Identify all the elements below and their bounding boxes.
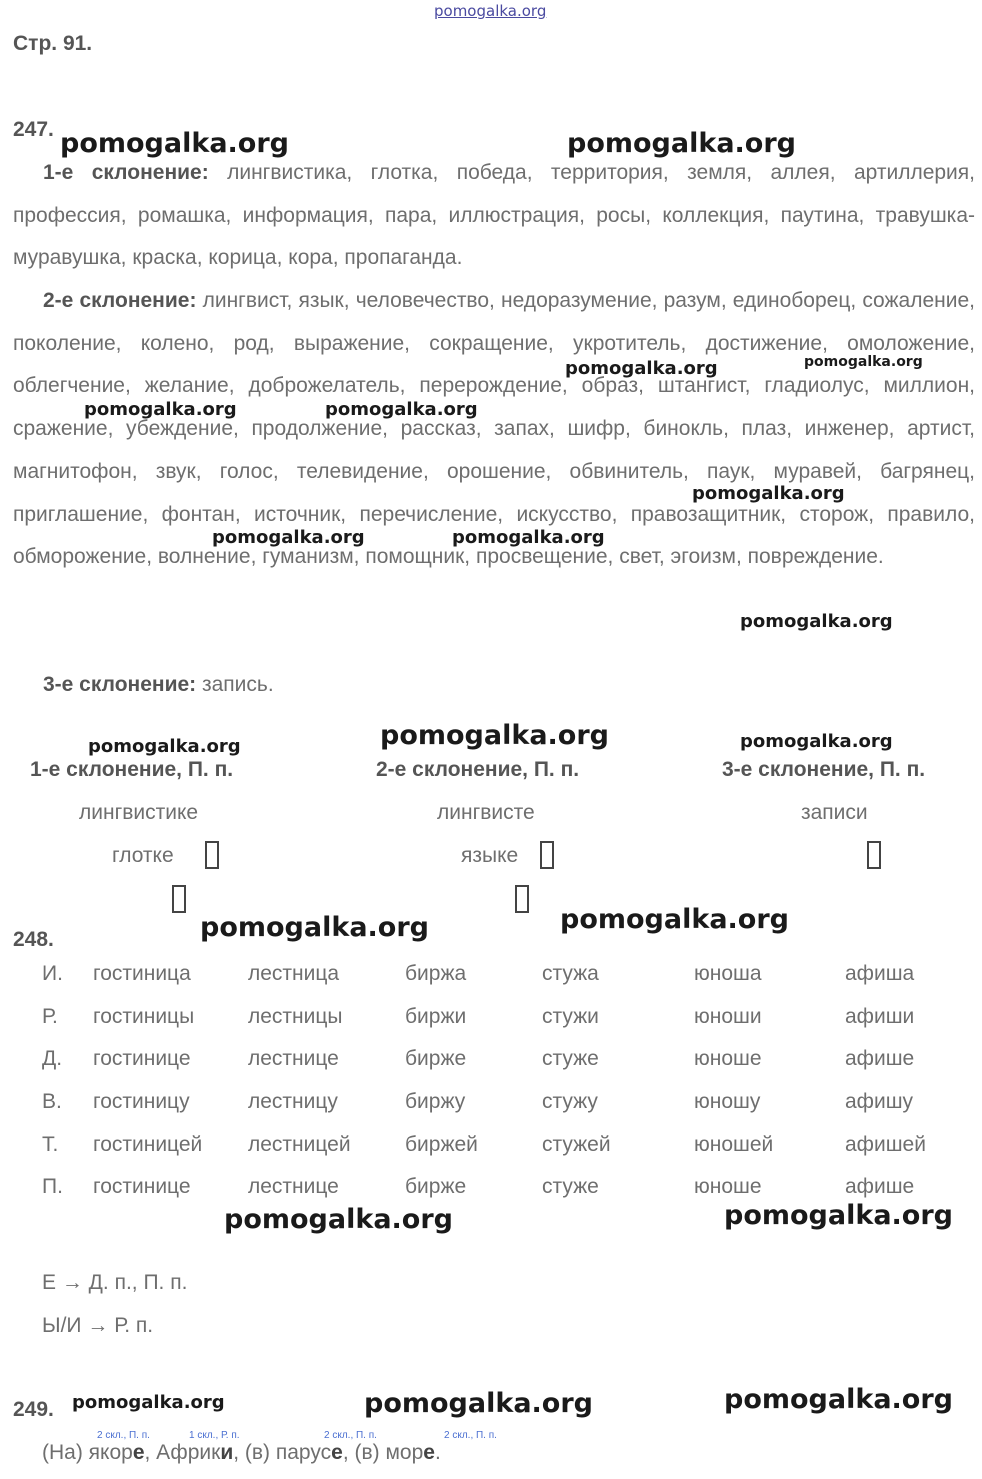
exercise-247-number: 247. (13, 118, 54, 141)
table-cell: афише (845, 1175, 915, 1198)
sentence-part: , (в) парус (233, 1441, 332, 1464)
sentence-part: (На) якор (42, 1441, 133, 1464)
sentence-part: . (434, 1441, 441, 1464)
case-label: П. (42, 1175, 63, 1198)
missing-glyph-box (515, 885, 529, 913)
table-cell: стужи (542, 1005, 599, 1028)
table-cell: бирже (405, 1047, 467, 1070)
case-label: Т. (42, 1133, 59, 1156)
col3-header: 3-е склонение, П. п. (722, 758, 926, 781)
missing-glyph-box (867, 841, 881, 869)
sentence-part: , (в) мор (342, 1441, 424, 1464)
declension-1-paragraph (13, 152, 975, 280)
rule-e: Е → Д. п., П. п. (42, 1271, 188, 1294)
table-cell: гостинице (93, 1175, 191, 1198)
declension-2-words: лингвист, язык, человечество, недоразумение, разум, единоборец, сожаление, поколение, колено, род, выражение, сокращение, укротитель, достижение, омоложение, облегчение, желание, доброжелатель, перерождение, образ, штангист, гладиолус, миллион, сражение, убеждение, продолжение, рассказ, запах, шифр, бинокль, плаз, инженер, артист, магнитофон, звук, голос, телевидение, орошение, обвинитель, паук, муравей, багрянец, приглашение, фонтан, источник, перечисление, искусство, правозащитник, сторож, правило, обморожение, волнение, гуманизм, помощник, просвещение, свет, эгоизм, повреждение. (13, 289, 976, 569)
table-cell: гостиница (93, 962, 191, 985)
table-cell: гостиницы (93, 1005, 195, 1028)
ending-highlight: е (423, 1441, 435, 1464)
table-cell: биржу (405, 1090, 466, 1113)
declension-1-words: лингвистика, глотка, победа, территория, земля, аллея, артиллерия, профессия, ромашка, информация, пара, иллюстрация, росы, коллекция, паутина, травушка-муравушка, краска, корица, кора, пропаганда. (13, 161, 975, 270)
watermark: pomogalka.org (325, 399, 478, 420)
watermark: pomogalka.org (200, 912, 429, 943)
table-cell: юношей (694, 1133, 774, 1156)
table-cell: биржей (405, 1133, 478, 1156)
watermark: pomogalka.org (804, 354, 923, 370)
table-cell: юноше (694, 1175, 762, 1198)
exercise-249-number: 249. (13, 1398, 54, 1421)
watermark: pomogalka.org (560, 904, 789, 935)
top-watermark[interactable]: pomogalka.org (434, 2, 547, 20)
case-label: И. (42, 962, 63, 985)
rule-y-i: Ы/И → Р. п. (42, 1314, 154, 1337)
col1-item: лингвистике (79, 801, 199, 824)
table-cell: стужа (542, 962, 599, 985)
watermark: pomogalka.org (692, 483, 845, 504)
table-cell: юноша (694, 962, 762, 985)
table-cell: гостиницей (93, 1133, 203, 1156)
table-cell: афишей (845, 1133, 926, 1156)
col1-item: глотке (112, 844, 174, 867)
ending-highlight: и (220, 1441, 234, 1464)
table-cell: лестнице (248, 1047, 339, 1070)
grammar-annotation: 1 скл., Р. п. (189, 1430, 240, 1441)
table-cell: афишу (845, 1090, 914, 1113)
table-cell: лестнице (248, 1175, 339, 1198)
table-cell: лестницей (248, 1133, 351, 1156)
case-label: В. (42, 1090, 62, 1113)
col2-item: лингвисте (437, 801, 535, 824)
exercise-249-sentence (42, 1441, 441, 1465)
table-cell: стуже (542, 1175, 599, 1198)
table-cell: афиша (845, 962, 915, 985)
table-cell: лестницы (248, 1005, 343, 1028)
watermark: pomogalka.org (212, 527, 365, 548)
declension-3-label: 3-е склонение: (43, 673, 197, 696)
col2-header: 2-е склонение, П. п. (376, 758, 580, 781)
ending-highlight: е (331, 1441, 343, 1464)
table-cell: бирже (405, 1175, 467, 1198)
declension-1-label: 1-е склонение: (43, 161, 209, 184)
watermark: pomogalka.org (740, 611, 893, 632)
col2-item: языке (461, 844, 519, 867)
missing-glyph-box (540, 841, 554, 869)
grammar-annotation: 2 скл., П. п. (324, 1430, 377, 1441)
table-cell: биржа (405, 962, 467, 985)
table-cell: гостиницу (93, 1090, 190, 1113)
watermark: pomogalka.org (567, 128, 796, 159)
watermark: pomogalka.org (72, 1392, 225, 1413)
table-cell: гостинице (93, 1047, 191, 1070)
table-cell: стуже (542, 1047, 599, 1070)
watermark: pomogalka.org (380, 720, 609, 751)
table-cell: биржи (405, 1005, 467, 1028)
table-cell: стужей (542, 1133, 611, 1156)
declension-3-words: запись. (196, 673, 274, 696)
watermark: pomogalka.org (364, 1388, 593, 1419)
watermark: pomogalka.org (452, 527, 605, 548)
watermark: pomogalka.org (84, 399, 237, 420)
watermark: pomogalka.org (724, 1200, 953, 1231)
table-cell: афише (845, 1047, 915, 1070)
exercise-248-number: 248. (13, 928, 54, 951)
declension-3-paragraph (13, 664, 975, 707)
watermark: pomogalka.org (224, 1204, 453, 1235)
case-label: Д. (42, 1047, 63, 1070)
table-cell: юношу (694, 1090, 761, 1113)
table-cell: юноше (694, 1047, 762, 1070)
col1-header: 1-е склонение, П. п. (30, 758, 234, 781)
declension-table (0, 962, 982, 1222)
missing-glyph-box (172, 885, 186, 913)
table-cell: стужу (542, 1090, 598, 1113)
table-cell: лестницу (248, 1090, 338, 1113)
table-cell: афиши (845, 1005, 915, 1028)
table-cell: юноши (694, 1005, 762, 1028)
sentence-part: , Африк (144, 1441, 221, 1464)
declension-2-label: 2-е склонение: (43, 289, 197, 312)
case-label: Р. (42, 1005, 58, 1028)
grammar-annotation: 2 скл., П. п. (444, 1430, 497, 1441)
grammar-annotation: 2 скл., П. п. (97, 1430, 150, 1441)
ending-highlight: е (132, 1441, 145, 1464)
col3-item: записи (801, 801, 868, 824)
table-cell: лестница (248, 962, 340, 985)
watermark: pomogalka.org (565, 358, 718, 379)
missing-glyph-box (205, 841, 219, 869)
watermark: pomogalka.org (60, 128, 289, 159)
watermark: pomogalka.org (724, 1384, 953, 1415)
watermark: pomogalka.org (88, 736, 241, 757)
watermark: pomogalka.org (740, 731, 893, 752)
page-title: Стр. 91. (13, 32, 93, 55)
